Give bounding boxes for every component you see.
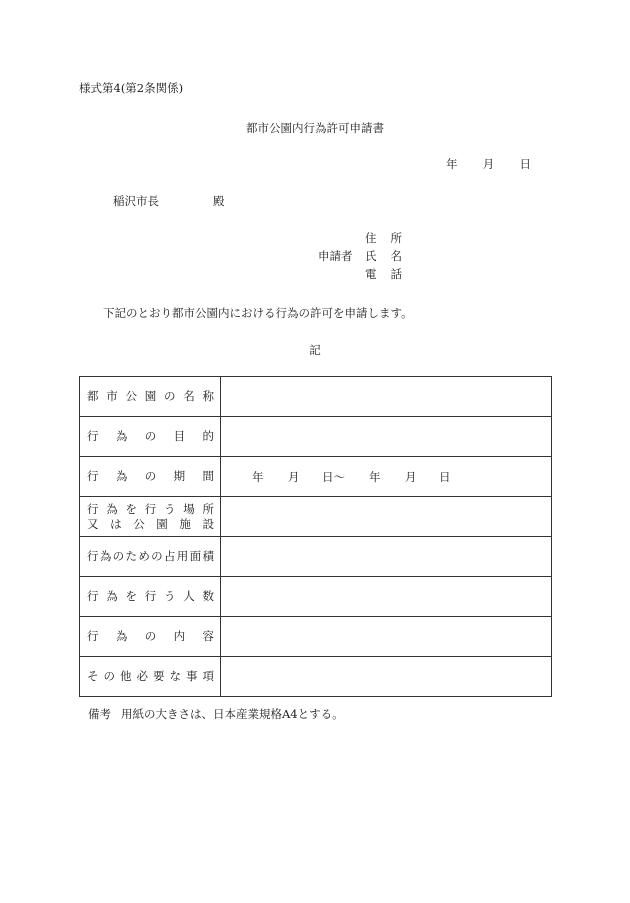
applicant-name-label [365, 248, 402, 266]
label-char: 場 [183, 501, 195, 516]
table-row [80, 537, 552, 577]
label-char: 園 [144, 389, 157, 403]
label-char: 住 [365, 231, 377, 245]
label-char: 又 [87, 516, 99, 531]
label-text [87, 469, 214, 484]
addressee-name: 稲沢市長 [113, 194, 159, 208]
label-char: 期 [173, 469, 186, 483]
label-char: 氏 [365, 249, 377, 263]
label-char: 内 [173, 629, 186, 643]
label-char: め [138, 549, 150, 563]
label-char: 事 [186, 669, 198, 683]
addressee [113, 193, 225, 209]
date-year: 年 [446, 157, 458, 171]
row-label-other [80, 657, 221, 697]
label-char: 所 [390, 231, 402, 245]
label-char: 用 [176, 549, 189, 563]
label-char: 積 [202, 549, 214, 563]
applicant-phone-label [365, 266, 402, 284]
label-char: を [125, 589, 137, 603]
ki-heading: 記 [309, 343, 321, 357]
input-cell-other [221, 657, 552, 697]
input-cell-headcount [221, 577, 552, 617]
label-char: 名 [183, 389, 195, 403]
label-char: 間 [202, 469, 214, 483]
label-char: 話 [390, 267, 402, 281]
row-label-purpose [80, 417, 221, 457]
label-char: 目 [173, 429, 186, 443]
label-text [87, 502, 214, 517]
label-char: 要 [153, 669, 165, 683]
row-label-period [80, 457, 221, 497]
input-cell-period [221, 457, 552, 497]
label-char: 為 [115, 429, 128, 443]
label-char: 為 [99, 549, 112, 563]
addressee-honorific: 殿 [213, 194, 225, 208]
label-text [87, 429, 214, 444]
label-char: 行 [144, 501, 157, 516]
intro-text: 下記のとおり都市公園内における行為の許可を申請します。 [103, 306, 413, 320]
applicant-name-row [318, 248, 402, 266]
period-end-year: 年 [369, 469, 381, 484]
label-char: 為 [106, 501, 118, 516]
table-row [80, 577, 552, 617]
label-char: は [110, 516, 122, 531]
row-label-area [80, 537, 221, 577]
label-char: の [144, 429, 157, 443]
label-text [87, 669, 214, 684]
application-table [79, 376, 552, 697]
label-char: 面 [189, 549, 202, 563]
applicant-address-row [318, 230, 402, 248]
form-number: 様式第4(第2条関係) [79, 81, 184, 95]
label-char: 占 [163, 549, 176, 563]
row-label-location [80, 497, 221, 537]
label-char: 為 [115, 629, 128, 643]
label-char: 称 [202, 389, 214, 403]
input-cell-purpose [221, 417, 552, 457]
table-row [80, 657, 552, 697]
label-char: 為 [106, 589, 118, 603]
date-month: 月 [482, 157, 495, 171]
input-cell-area [221, 537, 552, 577]
period-end-day: 日 [439, 469, 451, 484]
label-text [87, 549, 214, 564]
label-char: 所 [202, 501, 214, 516]
label-char: 行 [87, 469, 99, 483]
label-char: 園 [156, 516, 168, 531]
label-char: 行 [87, 629, 99, 643]
table-row [80, 617, 552, 657]
label-char: 電 [365, 267, 377, 281]
date-line [446, 156, 531, 172]
label-text [87, 629, 214, 644]
label-char: の [103, 669, 115, 683]
table-row [80, 457, 552, 497]
row-label-headcount [80, 577, 221, 617]
applicant-block [318, 230, 402, 284]
label-char: の [151, 549, 163, 563]
table-row [80, 497, 552, 537]
label-char: 為 [115, 469, 128, 483]
label-char: 都 [87, 389, 99, 403]
label-char: 項 [202, 669, 214, 683]
label-char: 数 [202, 589, 214, 603]
input-cell-location [221, 497, 552, 537]
note [88, 706, 344, 722]
label-text-line2 [87, 517, 214, 532]
label-char: 人 [183, 589, 195, 603]
label-char: そ [87, 669, 99, 683]
period-start-year: 年 [252, 469, 264, 484]
label-char: 行 [87, 589, 99, 603]
label-char: 必 [136, 669, 148, 683]
applicant-role: 申請者 [318, 249, 353, 263]
note-text: 用紙の大きさは、日本産業規格A4とする。 [121, 707, 344, 721]
label-char: 的 [202, 429, 214, 443]
row-label-park-name [80, 377, 221, 417]
label-char: の [144, 629, 157, 643]
row-label-content [80, 617, 221, 657]
label-text [87, 589, 214, 604]
label-char: 施 [179, 516, 191, 531]
label-char: な [169, 669, 181, 683]
label-char: 行 [87, 501, 99, 516]
label-char: の [144, 469, 157, 483]
period-start-month: 月 [288, 469, 300, 484]
label-char: の [164, 389, 176, 403]
label-char: 行 [144, 589, 157, 603]
input-cell-content [221, 617, 552, 657]
label-char: う [164, 501, 176, 516]
label-char: た [125, 549, 137, 563]
label-char: 市 [106, 389, 118, 403]
label-char: 名 [390, 249, 402, 263]
label-char: 公 [125, 389, 137, 403]
label-char: 容 [202, 629, 214, 643]
note-title: 備考 [88, 707, 111, 721]
label-char: 行 [87, 549, 99, 563]
label-char: 設 [202, 516, 214, 531]
period-end-month: 月 [405, 469, 417, 484]
table-row [80, 417, 552, 457]
period-range [221, 469, 551, 485]
label-char: を [125, 501, 137, 516]
document-title: 都市公園内行為許可申請書 [246, 121, 384, 135]
applicant-phone-row [318, 266, 402, 284]
table-row [80, 377, 552, 417]
label-char: 他 [120, 669, 132, 683]
input-cell-park-name [221, 377, 552, 417]
label-char: 行 [87, 429, 99, 443]
label-char: う [164, 589, 176, 603]
period-start-day: 日～ [322, 469, 345, 484]
date-day: 日 [519, 157, 531, 171]
label-char: 公 [133, 516, 145, 531]
label-char: の [112, 549, 125, 563]
applicant-address-label [365, 230, 402, 248]
label-text [87, 389, 214, 404]
